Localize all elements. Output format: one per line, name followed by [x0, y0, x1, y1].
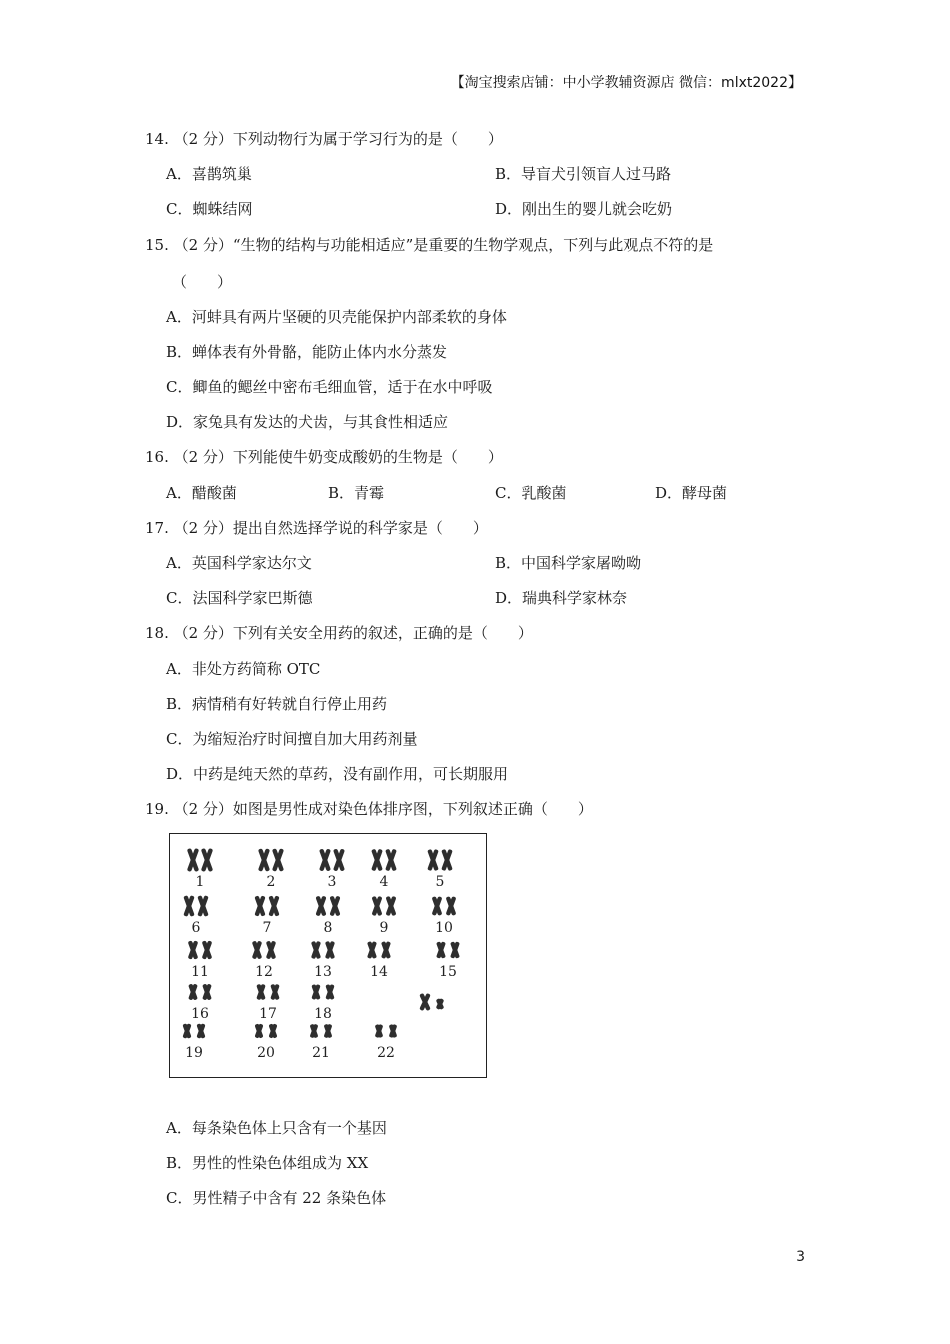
karyotype-label-15: 15	[439, 964, 457, 980]
karyotype-label-21: 21	[312, 1045, 330, 1061]
q15-option-b: B．蝉体表有外骨骼，能防止体内水分蒸发	[166, 343, 448, 361]
karyotype-label-18: 18	[314, 1006, 332, 1022]
karyotype-label-20: 20	[257, 1045, 275, 1061]
karyotype-chart	[170, 834, 485, 1076]
karyotype-label-5: 5	[435, 874, 445, 890]
karyotype-label-3: 3	[327, 874, 337, 890]
karyotype-label-16: 16	[191, 1006, 209, 1022]
page-number: 3	[796, 1249, 805, 1265]
karyotype-label-14: 14	[370, 964, 388, 980]
karyotype-label-1: 1	[195, 874, 205, 890]
karyotype-label-4: 4	[379, 874, 389, 890]
question-15-stem: 15. （2 分）“生物的结构与功能相适应”是重要的生物学观点，下列与此观点不符的是	[145, 236, 714, 254]
karyotype-label-22: 22	[377, 1045, 395, 1061]
question-15-stem-cont: （ ）	[172, 273, 233, 291]
karyotype-label-13: 13	[314, 964, 332, 980]
q19-option-a: A．每条染色体上只含有一个基因	[166, 1119, 387, 1137]
karyotype-figure	[169, 833, 487, 1078]
karyotype-label-6: 6	[191, 920, 201, 936]
q17-option-b: B．中国科学家屠呦呦	[495, 554, 642, 572]
q14-option-b: B．导盲犬引领盲人过马路	[495, 165, 672, 183]
q19-option-c: C．男性精子中含有 22 条染色体	[166, 1189, 387, 1207]
q15-option-a: A．河蚌具有两片坚硬的贝壳能保护内部柔软的身体	[166, 308, 507, 326]
q19-option-b: B．男性的性染色体组成为 XX	[166, 1154, 369, 1172]
q16-option-c: C．乳酸菌	[495, 484, 567, 502]
q14-option-c: C．蜘蛛结网	[166, 200, 253, 218]
q17-option-d: D．瑞典科学家林奈	[495, 589, 628, 607]
karyotype-label-8: 8	[323, 920, 333, 936]
karyotype-label-12: 12	[255, 964, 273, 980]
q14-option-d: D．刚出生的婴儿就会吃奶	[495, 200, 673, 218]
karyotype-label-9: 9	[379, 920, 389, 936]
karyotype-label-17: 17	[259, 1006, 277, 1022]
q18-option-a: A．非处方药简称 OTC	[166, 660, 321, 678]
q16-option-a: A．醋酸菌	[166, 484, 237, 502]
karyotype-label-2: 2	[266, 874, 276, 890]
q14-option-a: A．喜鹊筑巢	[166, 165, 252, 183]
q17-option-c: C．法国科学家巴斯德	[166, 589, 313, 607]
question-18-stem: 18. （2 分）下列有关安全用药的叙述，正确的是（ ）	[145, 624, 533, 642]
karyotype-label-7: 7	[262, 920, 272, 936]
q18-option-b: B．病情稍有好转就自行停止用药	[166, 695, 388, 713]
q15-option-d: D．家兔具有发达的犬齿，与其食性相适应	[166, 413, 449, 431]
q15-option-c: C．鲫鱼的鳃丝中密布毛细血管，适于在水中呼吸	[166, 378, 493, 396]
karyotype-label-10: 10	[435, 920, 453, 936]
q16-option-b: B．青霉	[328, 484, 385, 502]
question-14-stem: 14. （2 分）下列动物行为属于学习行为的是（ ）	[145, 130, 503, 148]
karyotype-label-19: 19	[185, 1045, 203, 1061]
q18-option-d: D．中药是纯天然的草药，没有副作用，可长期服用	[166, 765, 509, 783]
q16-option-d: D．酵母菌	[655, 484, 728, 502]
karyotype-label-11: 11	[191, 964, 209, 980]
question-19-stem: 19. （2 分）如图是男性成对染色体排序图，下列叙述正确（ ）	[145, 800, 593, 818]
q18-option-c: C．为缩短治疗时间擅自加大用药剂量	[166, 730, 418, 748]
page-header: 【淘宝搜索店铺：中小学教辅资源店 微信：mlxt2022】	[450, 75, 802, 91]
question-16-stem: 16. （2 分）下列能使牛奶变成酸奶的生物是（ ）	[145, 448, 503, 466]
q17-option-a: A．英国科学家达尔文	[166, 554, 312, 572]
question-17-stem: 17. （2 分）提出自然选择学说的科学家是（ ）	[145, 519, 488, 537]
